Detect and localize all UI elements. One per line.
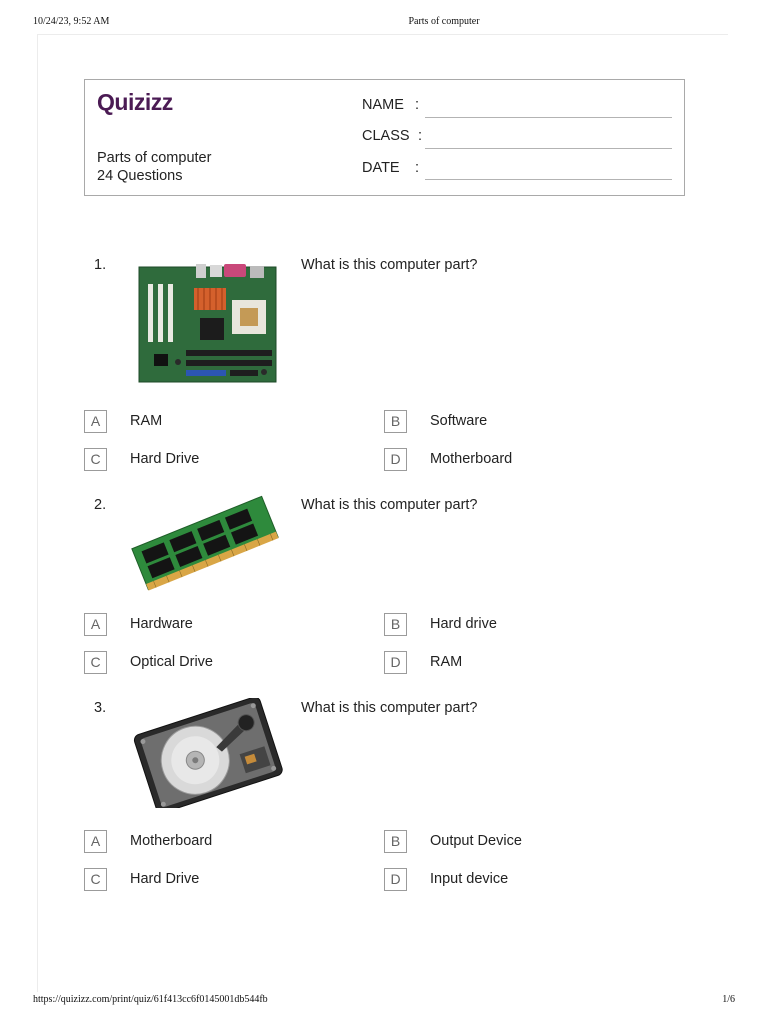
worksheet-header: [84, 79, 685, 196]
option-c-box[interactable]: C: [84, 651, 107, 674]
option-d-text: RAM: [430, 654, 463, 670]
option-c-box[interactable]: C: [84, 868, 107, 891]
name-field[interactable]: [425, 117, 672, 118]
option-c-text: Hard Drive: [130, 451, 200, 467]
option-d-text: Input device: [430, 871, 509, 887]
print-url[interactable]: https://quizizz.com/print/quiz/61f413cc6f0145001db544fb: [33, 994, 268, 1005]
option-d-box[interactable]: D: [384, 868, 407, 891]
question-text: What is this computer part?: [301, 257, 478, 273]
motherboard-image: [138, 262, 278, 384]
question-count: 24 Questions: [97, 168, 183, 184]
quizizz-logo: [97, 88, 187, 116]
svg-text:Quizizz: Quizizz: [97, 89, 173, 115]
print-header: [0, 16, 768, 30]
option-c-text: Optical Drive: [130, 654, 213, 670]
question-number: 3.: [94, 700, 107, 716]
option-d-text: Motherboard: [430, 451, 513, 467]
option-c-text: Hard Drive: [130, 871, 200, 887]
name-colon: :: [415, 97, 420, 113]
option-d-box[interactable]: D: [384, 651, 407, 674]
date-label: DATE: [362, 160, 400, 176]
print-datetime: 10/24/23, 9:52 AM: [33, 16, 110, 27]
hard-drive-image: [130, 698, 285, 808]
quiz-title: Parts of computer: [97, 150, 212, 166]
option-b-box[interactable]: B: [384, 613, 407, 636]
option-a-text: RAM: [130, 413, 163, 429]
option-a-text: Hardware: [130, 616, 193, 632]
option-b-text: Output Device: [430, 833, 522, 849]
date-colon: :: [415, 160, 420, 176]
option-b-box[interactable]: B: [384, 830, 407, 853]
question-number: 1.: [94, 257, 107, 273]
class-label: CLASS: [362, 128, 410, 144]
option-a-box[interactable]: A: [84, 613, 107, 636]
class-field[interactable]: [425, 148, 672, 149]
option-a-box[interactable]: A: [84, 830, 107, 853]
option-b-text: Hard drive: [430, 616, 497, 632]
option-d-box[interactable]: D: [384, 448, 407, 471]
class-colon: :: [418, 128, 423, 144]
option-b-text: Software: [430, 413, 488, 429]
print-page-title: Parts of computer: [408, 16, 480, 27]
option-a-box[interactable]: A: [84, 410, 107, 433]
question-number: 2.: [94, 497, 107, 513]
page-left-rule: [37, 34, 38, 992]
option-a-text: Motherboard: [130, 833, 213, 849]
print-page-number: 1/6: [722, 994, 735, 1005]
question-text: What is this computer part?: [301, 700, 478, 716]
page-top-rule: [38, 34, 728, 35]
print-footer: [0, 994, 768, 1008]
name-label: NAME: [362, 97, 404, 113]
question-text: What is this computer part?: [301, 497, 478, 513]
option-c-box[interactable]: C: [84, 448, 107, 471]
date-field[interactable]: [425, 179, 672, 180]
ram-module-image: [130, 495, 280, 591]
option-b-box[interactable]: B: [384, 410, 407, 433]
